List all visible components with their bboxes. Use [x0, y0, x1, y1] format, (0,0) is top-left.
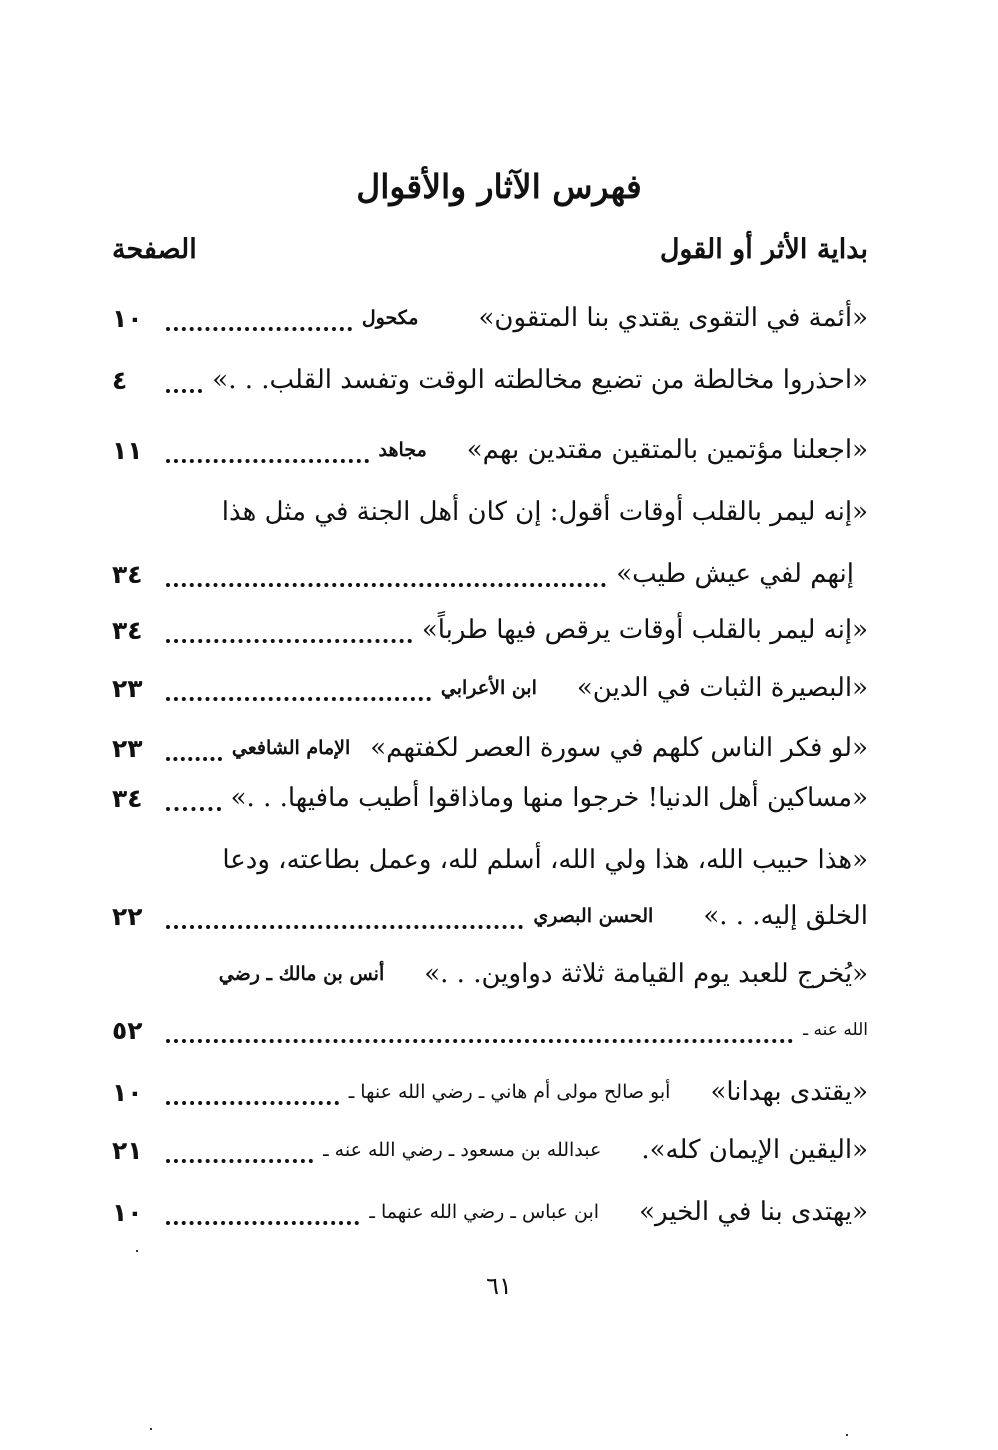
entry-page: ٥٢: [112, 1015, 143, 1045]
scan-speck: [846, 1434, 848, 1436]
entry-attribution: أبو صالح مولى أم هاني ـ رضي الله عنها ـ: [348, 1081, 671, 1103]
page-title: فهرس الآثار والأقوال: [356, 167, 642, 206]
index-entry: [112, 838, 868, 882]
leader-dots: [166, 687, 431, 701]
entry-text: «لو فكر الناس كلهم في سورة العصر لكفتهم»: [370, 733, 868, 763]
entry-page: ٢٣: [112, 673, 143, 703]
scan-speck: [136, 1250, 138, 1252]
index-entry: [112, 552, 868, 596]
entry-text: إنهم لفي عيش طيب»: [616, 559, 854, 589]
column-header-page: الصفحة: [112, 234, 197, 265]
entry-text: الخلق إليه. . .»: [703, 901, 868, 931]
index-entry: [112, 428, 868, 472]
index-entry: [112, 608, 868, 652]
entry-text: «البصيرة الثبات في الدين»: [576, 673, 868, 703]
index-entry: [112, 1008, 868, 1052]
entry-page: ٢٢: [112, 901, 143, 931]
entry-attribution: مكحول: [361, 307, 419, 329]
entry-attribution: ابن عباس ـ رضي الله عنهما ـ: [369, 1201, 600, 1223]
leader-dots: [166, 797, 221, 811]
page-number: ٦١: [486, 1272, 512, 1300]
entry-page: ٢١: [112, 1135, 143, 1165]
index-entry: [112, 358, 868, 402]
index-entry: [112, 1070, 868, 1114]
index-entry: [112, 776, 868, 820]
leader-dots: [166, 1091, 339, 1105]
entry-page: ٣٤: [112, 783, 143, 813]
entry-text: «مساكين أهل الدنيا! خرجوا منها وماذاقوا أطيب مافيها. . .»: [230, 783, 868, 813]
leader-dots: [166, 573, 606, 587]
leader-dots: [166, 1029, 793, 1043]
entry-page: ٣٤: [112, 559, 143, 589]
entry-attribution: الإمام الشافعي: [231, 737, 351, 759]
index-entry: [112, 1128, 868, 1172]
entry-text: «احذروا مخالطة من تضيع مخالطته الوقت وتفسد القلب. . .»: [212, 365, 868, 395]
column-header-start: بداية الأثر أو القول: [659, 234, 868, 265]
index-entry: [112, 894, 868, 938]
entry-attribution: مجاهد: [378, 439, 427, 461]
index-entry: [112, 490, 868, 534]
entry-text: «هذا حبيب الله، هذا ولي الله، أسلم لله، وعمل بطاعته، ودعا: [222, 845, 868, 875]
leader-dots: [166, 629, 412, 643]
entry-attribution: ابن الأعرابي: [440, 677, 537, 699]
entry-text: «يهتدى بنا في الخير»: [639, 1197, 868, 1227]
leader-dots: [166, 379, 202, 393]
entry-page: ١٠: [112, 1197, 143, 1227]
entry-text: «إنه ليمر بالقلب أوقات أقول: إن كان أهل الجنة في مثل هذا: [221, 497, 868, 527]
index-entry: [112, 726, 868, 770]
entry-page: ١٠: [112, 303, 143, 333]
leader-dots: [166, 317, 352, 331]
entry-attribution: الحسن البصري: [533, 905, 654, 927]
entry-page: ٣٤: [112, 615, 143, 645]
entry-text: «أئمة في التقوى يقتدي بنا المتقون»: [478, 303, 868, 333]
scan-speck: [150, 1428, 152, 1430]
entry-text: «إنه ليمر بالقلب أوقات يرقص فيها طرباً»: [421, 615, 868, 645]
entry-text: «يقتدى بهدانا»: [710, 1077, 868, 1107]
leader-dots: [166, 1149, 313, 1163]
leader-dots: [166, 449, 369, 463]
index-entry: [112, 952, 868, 996]
leader-dots: [166, 747, 222, 761]
index-entry: [112, 1190, 868, 1234]
entry-text: «يُخرج للعبد يوم القيامة ثلاثة دواوين. . .»: [424, 959, 868, 989]
entry-page: ٢٣: [112, 733, 143, 763]
entry-attribution: عبدالله بن مسعود ـ رضي الله عنه ـ: [323, 1139, 602, 1161]
entry-text: «اليقين الإيمان كله».: [641, 1135, 868, 1165]
entry-page: ٤: [112, 365, 128, 395]
entry-text: الله عنه ـ: [803, 1020, 868, 1040]
entry-page: ١٠: [112, 1077, 143, 1107]
leader-dots: [166, 1211, 359, 1225]
leader-dots: [166, 915, 523, 929]
entry-attribution: أنس بن مالك ـ رضي: [218, 963, 385, 985]
index-entry: [112, 666, 868, 710]
index-entry: [112, 296, 868, 340]
entry-page: ١١: [112, 435, 143, 465]
entry-text: «اجعلنا مؤتمين بالمتقين مقتدين بهم»: [466, 435, 868, 465]
